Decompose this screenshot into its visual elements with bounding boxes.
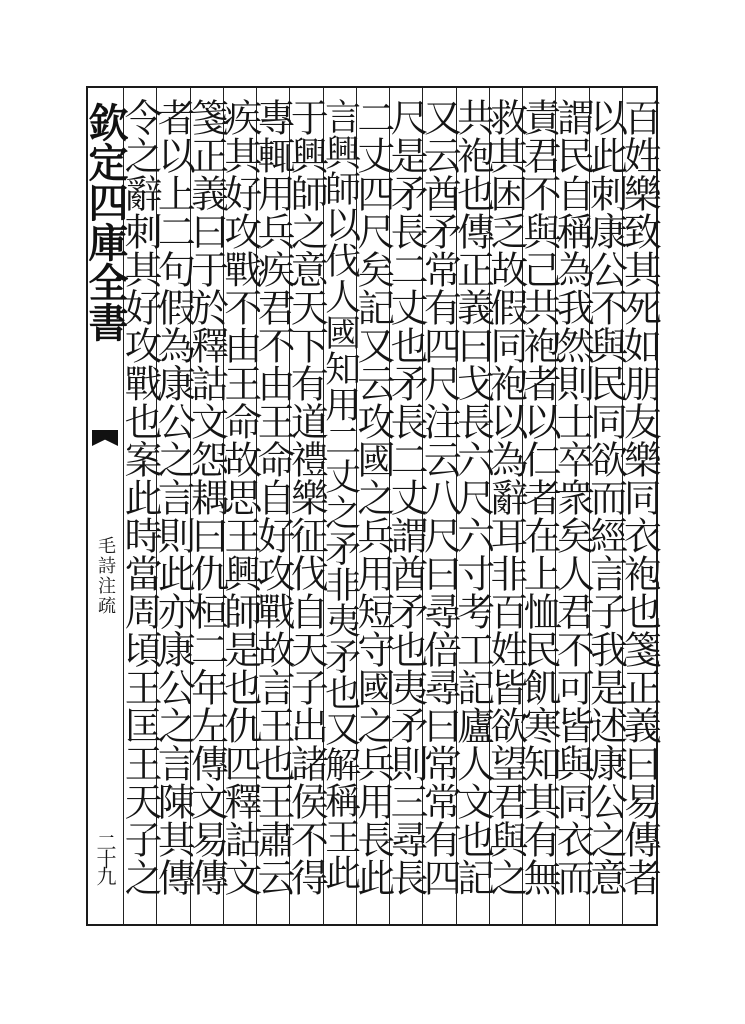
text-column-text: 令之辭刺其好攻戰也案此時當周頃王匡王天子之 bbox=[118, 98, 163, 896]
section-title bbox=[88, 536, 122, 616]
page-number bbox=[88, 832, 122, 883]
text-column-16 bbox=[617, 88, 662, 924]
text-column-text: 又云酋矛常有四尺注云八尺曰尋倍尋曰常常有四 bbox=[417, 98, 462, 896]
page-frame bbox=[82, 86, 662, 926]
text-column-text: 專輒用兵疾君不由王命自好攻戰故言王也王肅云 bbox=[251, 98, 296, 896]
text-column-text: 共袍也傳正義曰戈長六尺六寸考工記廬人文也記 bbox=[450, 98, 495, 896]
text-column-text: 言興師以伐人國知用二丈之矛非夷矛也又解稱王此 bbox=[319, 98, 361, 890]
text-column-6 bbox=[284, 88, 329, 924]
section-title-text: 毛詩注疏 bbox=[95, 536, 116, 616]
text-column-text: 者以上二句假為康公之言則此亦康公之言陳其傳 bbox=[151, 98, 196, 896]
book-title bbox=[82, 102, 129, 342]
fishtail-mark-icon bbox=[92, 430, 118, 446]
text-column-text: 救其困乏故假同袍以為辭耳非百姓皆欲望君與之 bbox=[483, 98, 528, 896]
text-column-text: 于興師之意天下有道禮樂征伐自天子出諸侯不得 bbox=[284, 98, 329, 896]
page-number-text: 二十九 bbox=[93, 832, 117, 883]
text-column-text: 以此刺康公不與民同欲而經言子我是述康公之意 bbox=[583, 98, 628, 896]
text-column-text: 尺是矛長二丈也矛長二丈謂酋矛也夷矛則三尋長 bbox=[384, 98, 429, 896]
book-title-text: 欽定四庫全書 bbox=[82, 102, 129, 342]
text-column-text: 責君不與己共袍者以仁者在上恤民飢寒知其有無 bbox=[517, 98, 562, 896]
text-column-text: 疾其好攻戰不由王命故思王興師是也仇匹釋詁文 bbox=[217, 98, 262, 896]
text-column-text: 箋正義曰于於釋詁文怨耦曰仇桓二年左傳文易傳 bbox=[184, 98, 229, 896]
text-column-text: 百姓樂致其死如朋友樂同衣袍也箋正義曰易傳者 bbox=[617, 98, 662, 896]
text-column-text: 謂民自稱為我然則士卒衆矣人君不可皆與同衣而 bbox=[550, 98, 595, 896]
text-column-text: 二丈四尺矣記又云攻國之兵用短守國之兵用長此 bbox=[350, 98, 395, 896]
